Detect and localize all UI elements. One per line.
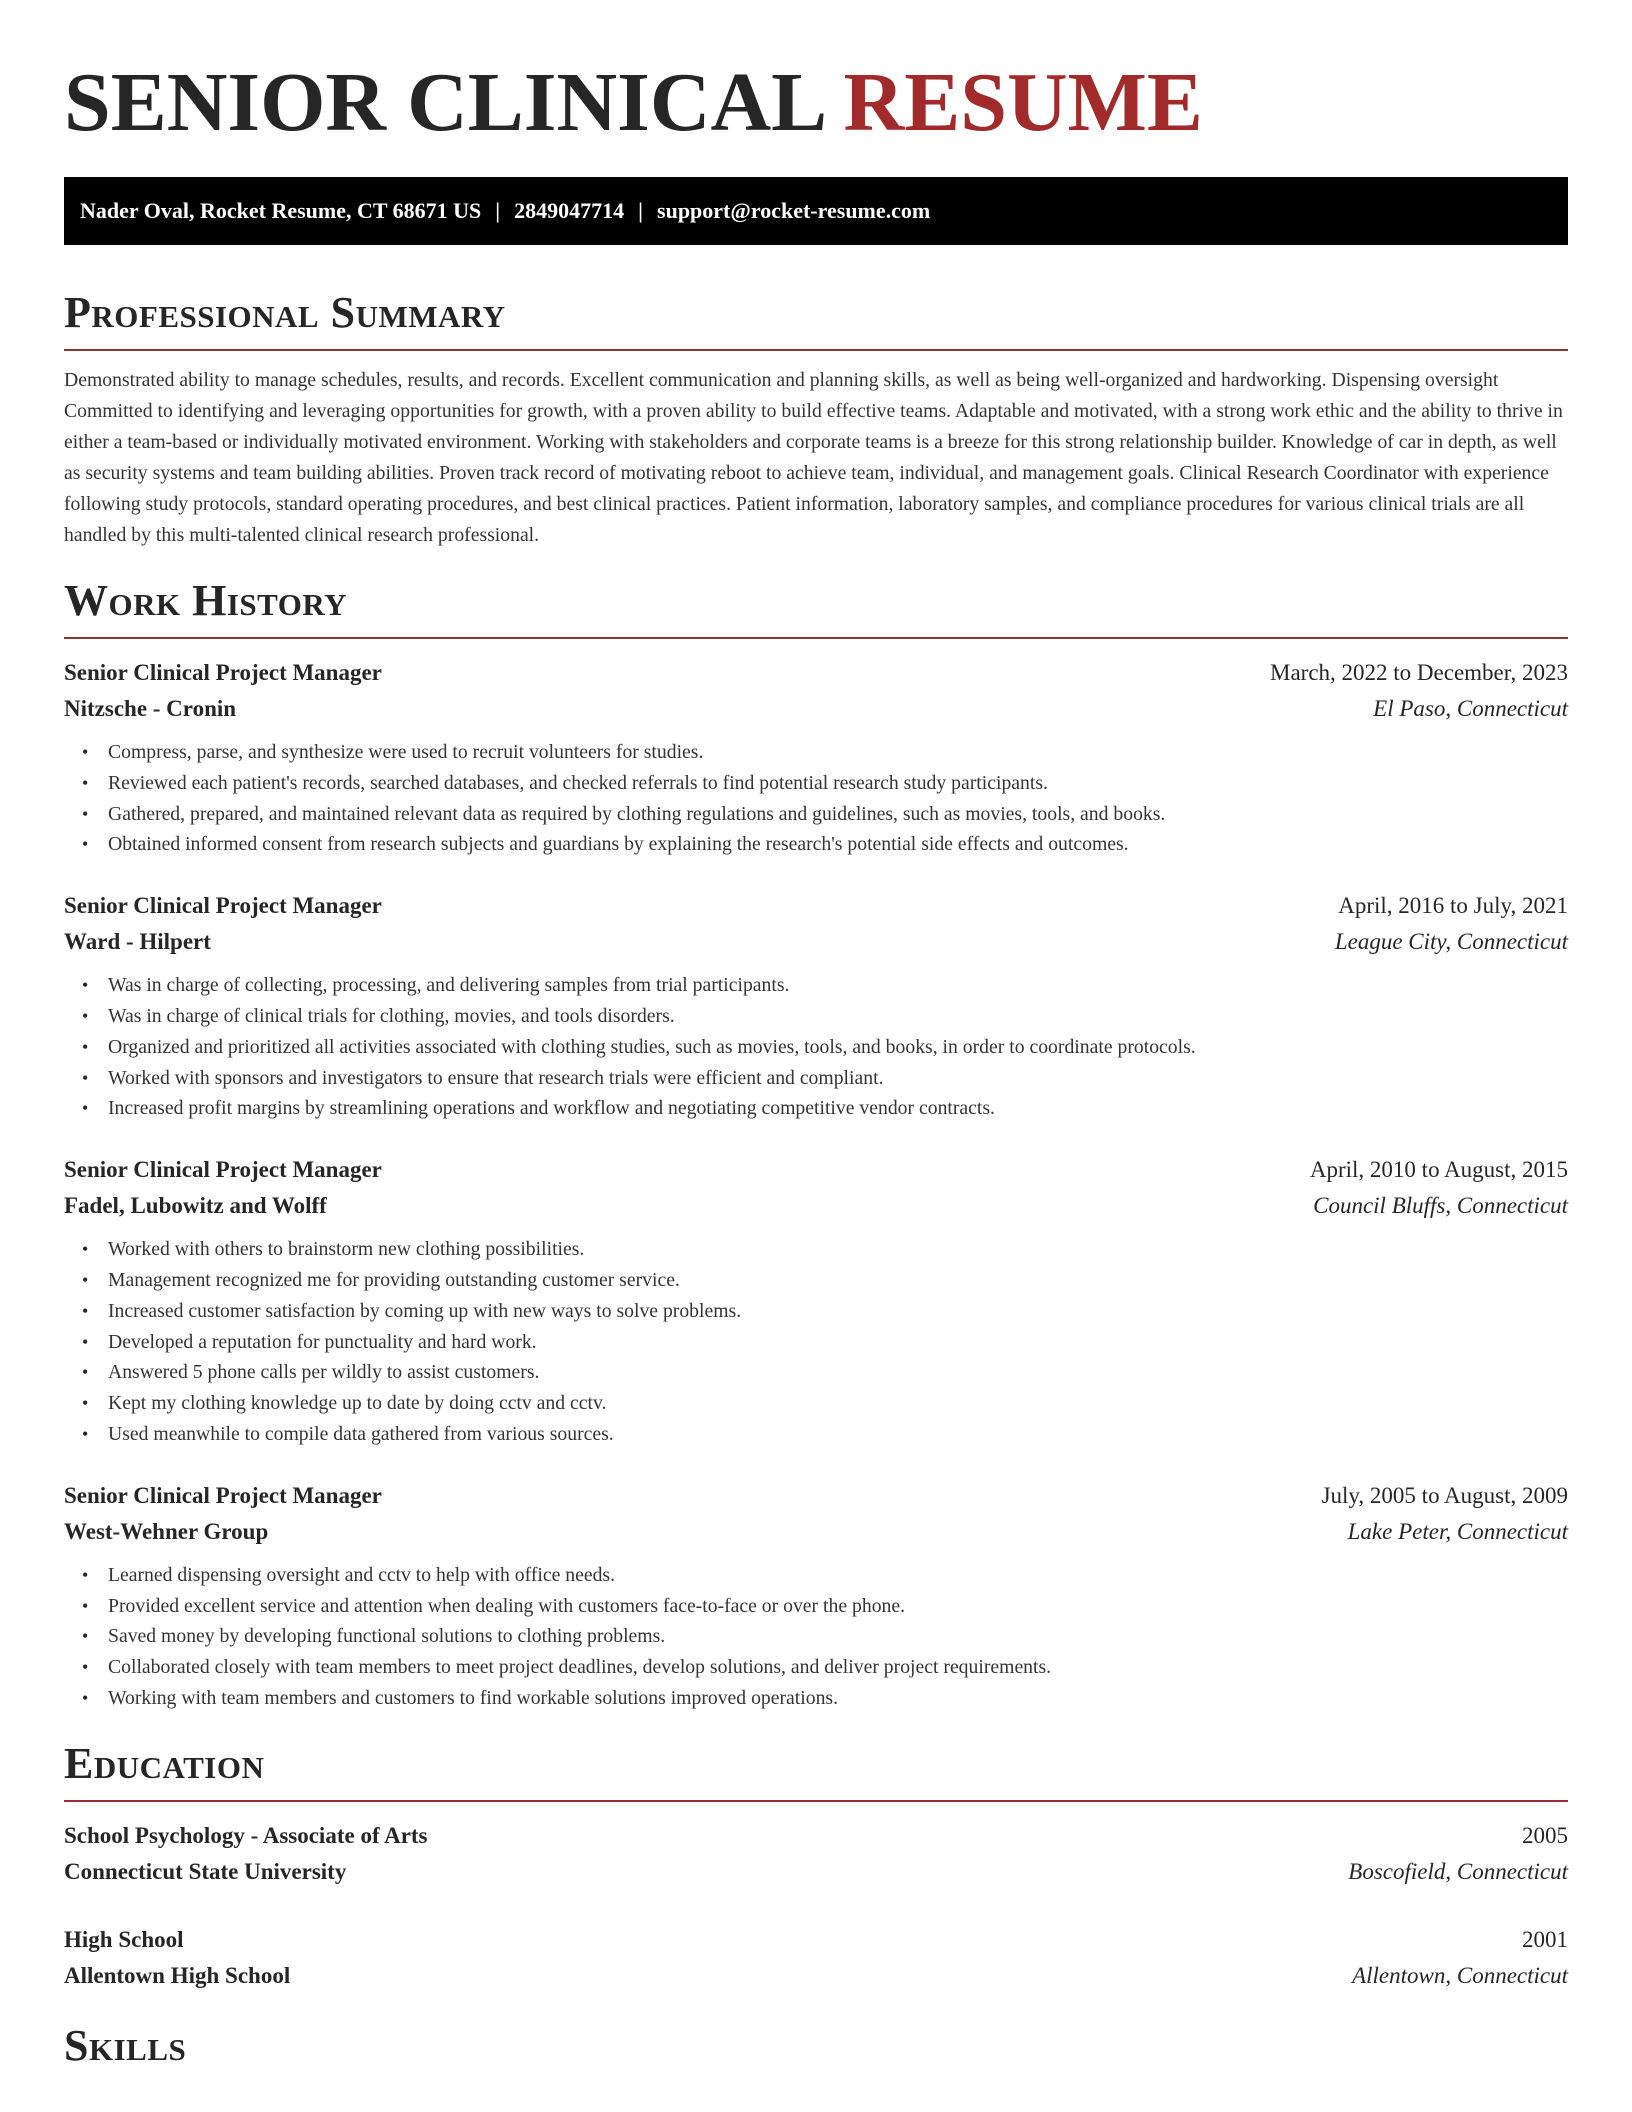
bullet-text: Used meanwhile to compile data gathered from various sources. bbox=[108, 1422, 614, 1445]
skills-section bbox=[64, 2018, 1568, 2074]
job-bullet bbox=[64, 1327, 1568, 1358]
job-bullets bbox=[64, 1234, 1568, 1450]
job-bullet bbox=[64, 1419, 1568, 1450]
job-title: Senior Clinical Project Manager bbox=[64, 1157, 382, 1183]
title-main: SENIOR CLINICAL bbox=[64, 56, 823, 149]
bullet-text: Worked with others to brainstorm new clothing possibilities. bbox=[108, 1238, 585, 1261]
education-degree: School Psychology - Associate of Arts bbox=[64, 1822, 428, 1848]
bullet-icon: • bbox=[82, 803, 89, 824]
job-entry bbox=[64, 888, 1568, 1124]
bullet-text: Was in charge of clinical trials for clothing, movies, and tools disorders. bbox=[108, 1004, 675, 1027]
bullet-icon: • bbox=[82, 1005, 89, 1026]
education-section bbox=[64, 1736, 1568, 1994]
job-bullet bbox=[64, 1560, 1568, 1591]
job-dates: July, 2005 to August, 2009 bbox=[1321, 1482, 1568, 1508]
job-title: Senior Clinical Project Manager bbox=[64, 660, 382, 685]
bullet-icon: • bbox=[82, 1362, 89, 1383]
bullet-icon: • bbox=[82, 1564, 89, 1585]
job-bullet bbox=[64, 1063, 1568, 1094]
job-bullet bbox=[64, 1388, 1568, 1419]
job-title: Senior Clinical Project Manager bbox=[64, 1482, 382, 1508]
bullet-icon: • bbox=[82, 1300, 89, 1321]
bullet-text: Gathered, prepared, and maintained relevant data as required by clothing regulations and guidelines, such as movies, tools, and books. bbox=[108, 802, 1166, 825]
education-school: Connecticut State University bbox=[64, 1858, 347, 1884]
bullet-icon: • bbox=[82, 1687, 89, 1708]
job-bullets bbox=[64, 1560, 1568, 1714]
section-divider bbox=[64, 1800, 1568, 1802]
bullet-icon: • bbox=[82, 834, 89, 855]
bullet-text: Answered 5 phone calls per wildly to assist customers. bbox=[108, 1361, 540, 1384]
section-heading: Professional Summary bbox=[64, 288, 506, 337]
section-heading: Education bbox=[64, 1738, 265, 1788]
bullet-text: Was in charge of collecting, processing, and delivering samples from trial participants. bbox=[108, 974, 790, 997]
education-entry bbox=[64, 1922, 1568, 1994]
education-degree: High School bbox=[64, 1926, 184, 1952]
bullet-icon: • bbox=[82, 1423, 89, 1444]
job-entry bbox=[64, 1152, 1568, 1450]
job-title: Senior Clinical Project Manager bbox=[64, 893, 382, 919]
bullet-text: Increased profit margins by streamlining operations and workflow and negotiating competitive vendor contracts. bbox=[108, 1097, 995, 1120]
job-bullets bbox=[64, 737, 1568, 860]
job-bullet bbox=[64, 737, 1568, 768]
bullet-text: Worked with sponsors and investigators to ensure that research trials were efficient and compliant. bbox=[108, 1066, 884, 1089]
section-divider bbox=[64, 349, 1568, 351]
job-dates: March, 2022 to December, 2023 bbox=[1270, 660, 1568, 685]
bullet-text: Obtained informed consent from research subjects and guardians by explaining the research's potential side effects and outcomes. bbox=[108, 833, 1129, 856]
job-bullet bbox=[64, 829, 1568, 860]
job-bullet bbox=[64, 768, 1568, 799]
job-entry bbox=[64, 655, 1568, 860]
job-location: Council Bluffs, Connecticut bbox=[1313, 1193, 1568, 1219]
bullet-text: Developed a reputation for punctuality and hard work. bbox=[108, 1330, 537, 1353]
title-accent: RESUME bbox=[843, 56, 1203, 149]
job-bullet bbox=[64, 1652, 1568, 1683]
bullet-icon: • bbox=[82, 1036, 89, 1057]
bullet-text: Reviewed each patient's records, searched databases, and checked referrals to find potential research study participants. bbox=[108, 771, 1048, 794]
job-company: Fadel, Lubowitz and Wolff bbox=[64, 1193, 327, 1219]
job-bullet bbox=[64, 1032, 1568, 1063]
bullet-icon: • bbox=[82, 1067, 89, 1088]
contact-phone: 2849047714 bbox=[514, 198, 625, 223]
bullet-text: Collaborated closely with team members to meet project deadlines, develop solutions, and deliver project requirements. bbox=[108, 1656, 1052, 1679]
bullet-text: Management recognized me for providing outstanding customer service. bbox=[108, 1268, 680, 1291]
job-bullet bbox=[64, 799, 1568, 830]
bullet-icon: • bbox=[82, 772, 89, 793]
job-company: Ward - Hilpert bbox=[64, 929, 211, 955]
contact-address: Nader Oval, Rocket Resume, CT 68671 US bbox=[80, 198, 482, 223]
bullet-icon: • bbox=[82, 1331, 89, 1352]
job-dates: April, 2010 to August, 2015 bbox=[1309, 1157, 1568, 1183]
contact-separator: | bbox=[495, 198, 501, 223]
job-bullet bbox=[64, 1357, 1568, 1388]
bullet-text: Saved money by developing functional solutions to clothing problems. bbox=[108, 1625, 666, 1648]
job-bullet bbox=[64, 1621, 1568, 1652]
contact-email[interactable]: support@rocket-resume.com bbox=[657, 198, 931, 223]
bullet-text: Provided excellent service and attention when dealing with customers face-to-face or over the phone. bbox=[108, 1594, 906, 1617]
bullet-text: Working with team members and customers to find workable solutions improved operations. bbox=[108, 1686, 838, 1709]
section-heading: Skills bbox=[64, 2020, 187, 2070]
job-location: Lake Peter, Connecticut bbox=[1347, 1518, 1568, 1544]
bullet-icon: • bbox=[82, 1657, 89, 1678]
job-bullet bbox=[64, 1265, 1568, 1296]
job-location: League City, Connecticut bbox=[1334, 929, 1568, 955]
bullet-icon: • bbox=[82, 1626, 89, 1647]
job-company: Nitzsche - Cronin bbox=[64, 696, 237, 721]
job-bullet bbox=[64, 1683, 1568, 1714]
education-year: 2005 bbox=[1522, 1822, 1568, 1848]
bullet-icon: • bbox=[82, 742, 89, 762]
job-bullet bbox=[64, 970, 1568, 1001]
bullet-text: Kept my clothing knowledge up to date by doing cctv and cctv. bbox=[108, 1392, 607, 1415]
job-bullet bbox=[64, 1093, 1568, 1124]
job-location: El Paso, Connecticut bbox=[1373, 696, 1568, 721]
job-bullet bbox=[64, 1234, 1568, 1265]
bullet-icon: • bbox=[82, 1098, 89, 1119]
bullet-text: Organized and prioritized all activities associated with clothing studies, such as movies, tools, and books, in order to coordinate protocols. bbox=[108, 1035, 1196, 1058]
bullet-icon: • bbox=[82, 975, 89, 996]
job-dates: April, 2016 to July, 2021 bbox=[1338, 893, 1568, 919]
job-entry bbox=[64, 1478, 1568, 1714]
contact-bar bbox=[64, 177, 1568, 245]
job-company: West-Wehner Group bbox=[64, 1518, 269, 1544]
bullet-icon: • bbox=[82, 1239, 89, 1260]
job-bullet bbox=[64, 1296, 1568, 1327]
bullet-icon: • bbox=[82, 1595, 89, 1616]
education-year: 2001 bbox=[1522, 1926, 1568, 1952]
bullet-icon: • bbox=[82, 1269, 89, 1290]
job-bullet bbox=[64, 1591, 1568, 1622]
work-history-section bbox=[64, 573, 1568, 1714]
summary-text: Demonstrated ability to manage schedules, results, and records. Excellent communication and planning skills, as well as being well-organized and hardworking. Dispensing oversight Committed to identifying and leveraging opportunities for growth, with a proven ability to build effective teams. Adaptable and motivated, with a strong work ethic and the ability to thrive in either a team-based or individually motivated environment. Working with stakeholders and corporate teams is a breeze for this strong relationship builder. Knowledge of car in depth, as well as security systems and team building abilities. Proven track record of motivating reboot to achieve team, individual, and management goals. Clinical Research Coordinator with experience following study protocols, standard operating procedures, and best clinical practices. Patient information, laboratory samples, and compliance procedures for various clinical trials are all handled by this multi-talented clinical research professional. bbox=[64, 369, 1563, 546]
education-location: Allentown, Connecticut bbox=[1352, 1962, 1568, 1988]
bullet-text: Increased customer satisfaction by coming up with new ways to solve problems. bbox=[108, 1299, 742, 1322]
job-bullets bbox=[64, 970, 1568, 1124]
education-school: Allentown High School bbox=[64, 1962, 291, 1988]
contact-separator: | bbox=[638, 198, 644, 223]
bullet-text: Compress, parse, and synthesize were used to recruit volunteers for studies. bbox=[108, 741, 704, 763]
education-location: Boscofield, Connecticut bbox=[1348, 1858, 1568, 1884]
section-heading: Work History bbox=[64, 576, 348, 625]
education-entry bbox=[64, 1818, 1568, 1890]
summary-section bbox=[64, 285, 1568, 551]
resume-title bbox=[64, 48, 1568, 158]
bullet-icon: • bbox=[82, 1393, 89, 1414]
job-bullet bbox=[64, 1001, 1568, 1032]
section-divider bbox=[64, 637, 1568, 639]
bullet-text: Learned dispensing oversight and cctv to help with office needs. bbox=[108, 1563, 615, 1586]
